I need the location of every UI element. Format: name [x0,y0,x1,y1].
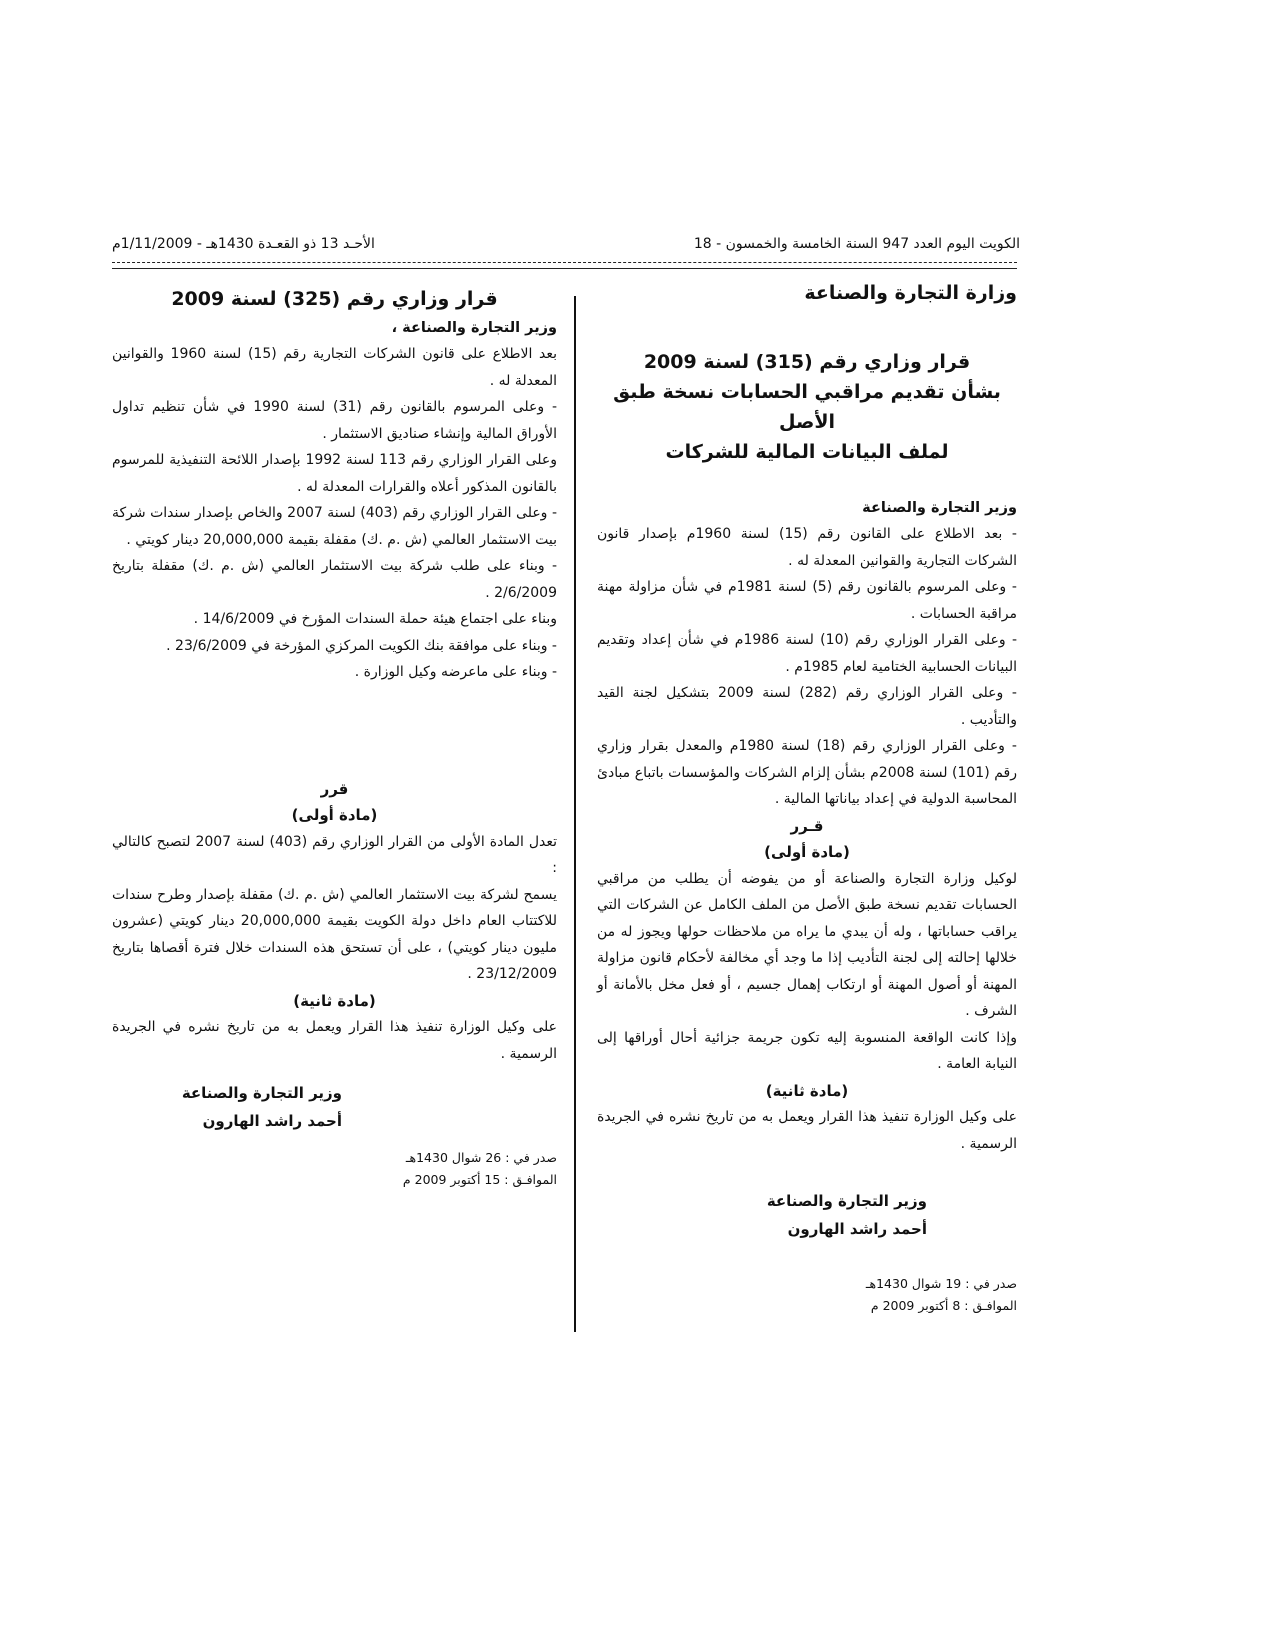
column-divider [574,296,576,1332]
gazette-date-header: الأحـد 13 ذو القعـدة 1430هـ - 1/11/2009م [112,236,375,252]
preamble-clause: - وعلى المرسوم بالقانون رقم (5) لسنة 1981م في شأن مزاولة مهنة مراقبة الحسابات . [597,579,1017,622]
issuer-label: وزير التجارة والصناعة [862,499,1017,516]
article-1-text: تعدل المادة الأولى من القرار الوزاري رقم (403) لسنة 2007 لتصبح كالتالي : [112,833,557,876]
preamble-clause: بعد الاطلاع على قانون الشركات التجارية رقم (15) لسنة 1960 والقوانين المعدلة له . [112,346,557,389]
preamble-clause: - بعد الاطلاع على القانون رقم (15) لسنة 1960م بإصدار قانون الشركات التجارية والقوانين المعدلة له . [597,526,1017,569]
preamble-clause: - وعلى القرار الوزاري رقم (18) لسنة 1980م والمعدل بقرار وزاري رقم (101) لسنة 2008م بشأن إلزام الشركات والمؤسسات باتباع مبادئ المحاسبة الدولية في إعداد بياناتها المالية . [597,738,1017,807]
signature-name: أحمد راشد الهارون [787,1220,927,1238]
preamble-clause: وعلى القرار الوزاري رقم 113 لسنة 1992 بإصدار اللائحة التنفيذية للمرسوم بالقانون المذكور أعلاه والقرارات المعدلة له . [112,452,557,495]
resolution-315-column [597,280,1017,1317]
preamble-clause: - وعلى القرار الوزاري رقم (10) لسنة 1986م في شأن إعداد وتقديم البيانات الحسابية الختامية لعام 1985م . [597,632,1017,675]
resolution-title-line: بشأن تقديم مراقبي الحسابات نسخة طبق الأصل [613,380,1001,433]
preamble-clause: - وعلى القرار الوزاري رقم (282) لسنة 2009 بتشكيل لجنة القيد والتأديب . [597,685,1017,728]
resolution-325-title: قرار وزاري رقم (325) لسنة 2009 [171,288,498,310]
issuer-label: وزير التجارة والصناعة ، [391,319,557,336]
article-1-text-continued: يسمح لشركة بيت الاستثمار العالمي (ش .م .ك) مقفلة بإصدار وطرح سندات للاكتتاب العام داخل دولة الكويت بقيمة 20,000,000 دينار كويتي (عشرون مليون دينار كويتي) ، على أن تستحق هذه السندات خلال فترة أقصاها بتاريخ 23/12/2009 . [112,886,557,982]
header-divider-dashed [112,262,1017,263]
signature-title: وزير التجارة والصناعة [766,1192,927,1210]
issue-date-gregorian: الموافـق : 15 أكتوبر 2009 م [402,1172,557,1187]
issue-date-block [597,1273,1017,1317]
preamble-clause: وبناء على اجتماع هيئة حملة السندات المؤرخ في 14/6/2009 . [193,611,557,627]
article-1-text: لوكيل وزارة التجارة والصناعة أو من يفوضه أن يطلب من مراقبي الحسابات تقديم نسخة طبق الأصل من الملف الكامل عن الشركات التي يراقب حساباتها ، وله أن يبدي ما يراه من ملاحظات حولها ويجوز له من خلالها إحالته إلى لجنة التأديب إذا ما وجد أي مخالفة لأحكام قانون مزاولة المهنة أو أصول المهنة أو ارتكاب إهمال جسيم ، أو فعل مخل بالأمانة أو الشرف . [597,870,1017,1019]
preamble-clause: - وبناء على ماعرضه وكيل الوزارة . [354,664,557,680]
article-1-heading: (مادة أولى) [291,806,378,824]
preamble-clause: - وعلى القرار الوزاري رقم (403) لسنة 2007 والخاص بإصدار سندات شركة بيت الاستثمار العالمي (ش .م .ك) مقفلة بقيمة 20,000,000 دينار كويتي . [112,505,557,548]
article-1-heading: (مادة أولى) [764,843,850,861]
issue-date-hijri: صدر في : 26 شوال 1430هـ [405,1150,557,1165]
preamble-clause: - وبناء على طلب شركة بيت الاستثمار العالمي (ش .م .ك) مقفلة بتاريخ 2/6/2009 . [112,558,557,601]
issue-date-block [112,1147,557,1191]
decided-heading: قـرر [790,816,824,835]
article-2-heading: (مادة ثانية) [765,1081,849,1100]
signature-title: وزير التجارة والصناعة [181,1084,342,1102]
article-1-text-continued: وإذا كانت الواقعة المنسوبة إليه تكون جريمة جزائية أحال أوراقها إلى النيابة العامة . [597,1029,1017,1072]
signature-block [112,1079,557,1135]
resolution-325-column [112,286,557,1191]
article-2-heading: (مادة ثانية) [293,991,376,1010]
resolution-title-line: قرار وزاري رقم (315) لسنة 2009 [643,350,971,373]
ministry-heading: وزارة التجارة والصناعة [804,282,1017,304]
preamble-clause: - وبناء على موافقة بنك الكويت المركزي المؤرخة في 23/6/2009 . [166,637,557,654]
gazette-issue-header: الكويت اليوم العدد 947 السنة الخامسة والخمسون - 18 [693,236,1020,252]
issue-date-gregorian: الموافـق : 8 أكتوبر 2009 م [870,1298,1017,1313]
signature-block [597,1187,1017,1243]
header-divider [112,268,1017,269]
article-2-text: على وكيل الوزارة تنفيذ هذا القرار ويعمل به من تاريخ نشره في الجريدة الرسمية . [112,1019,557,1062]
issue-date-hijri: صدر في : 19 شوال 1430هـ [865,1276,1017,1291]
article-2-text: على وكيل الوزارة تنفيذ هذا القرار ويعمل به من تاريخ نشره في الجريدة الرسمية . [597,1109,1017,1152]
decided-heading: قرر [320,779,349,798]
preamble-clause: - وعلى المرسوم بالقانون رقم (31) لسنة 1990 في شأن تنظيم تداول الأوراق المالية وإنشاء صناديق الاستثمار . [112,399,557,442]
signature-name: أحمد راشد الهارون [202,1112,342,1130]
resolution-title-line: لملف البيانات المالية للشركات [665,440,949,463]
resolution-315-title [597,347,1017,467]
